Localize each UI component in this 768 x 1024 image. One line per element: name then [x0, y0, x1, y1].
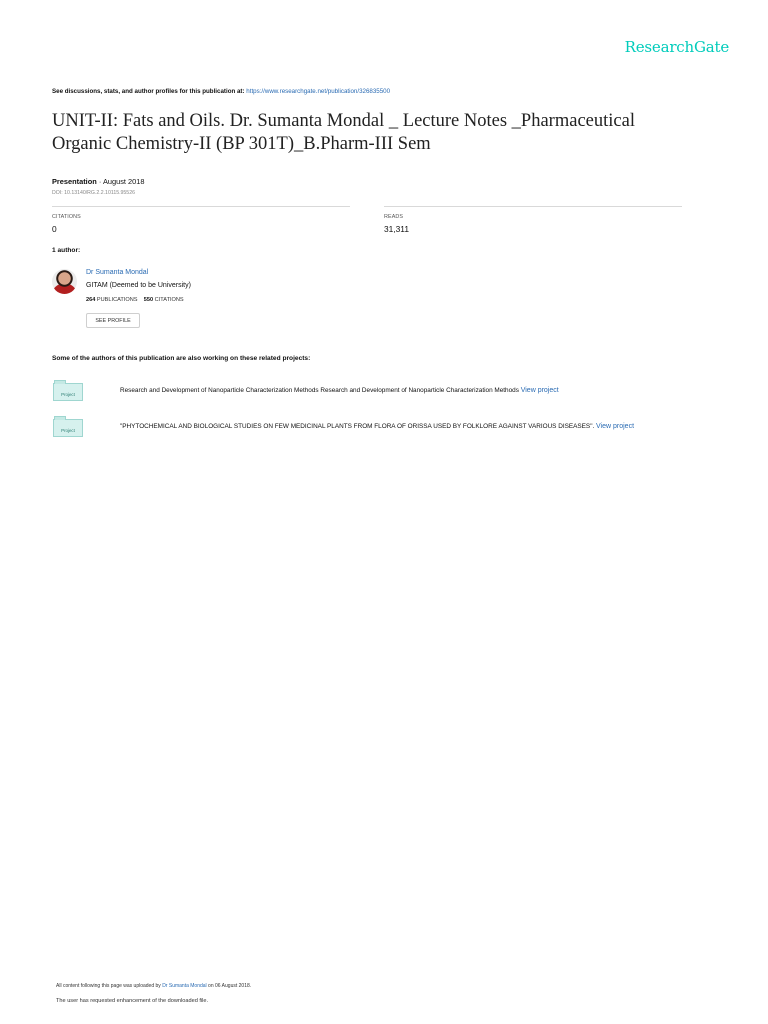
- project-title: Research and Development of Nanoparticle Characterization Methods Research and Development of Nanoparticle Characterization Methods: [120, 387, 519, 394]
- citations-value: 0: [52, 224, 57, 234]
- publication-url-link[interactable]: https://www.researchgate.net/publication/326835500: [246, 88, 391, 95]
- author-citations-label: CITATIONS: [154, 297, 184, 303]
- upload-note: [56, 983, 251, 989]
- project-title: "PHYTOCHEMICAL AND BIOLOGICAL STUDIES ON FEW MEDICINAL PLANTS FROM FLORA OF ORISSA USED BY FOLKLORE AGAINST VARIOUS DISEASES".: [120, 423, 595, 430]
- view-project-link[interactable]: View project: [520, 387, 559, 394]
- author-institution: GITAM (Deemed to be University): [86, 282, 191, 289]
- see-profile-button[interactable]: SEE PROFILE: [86, 313, 140, 328]
- project-item: [120, 423, 634, 430]
- publication-date: · August 2018: [96, 177, 145, 186]
- reads-value: 31,311: [384, 224, 409, 234]
- publication-type: [52, 177, 144, 186]
- reads-divider: [384, 206, 682, 207]
- author-publications-label: PUBLICATIONS: [96, 297, 138, 303]
- author-avatar[interactable]: [52, 269, 77, 294]
- project-icon-label: Project: [61, 428, 75, 433]
- project-icon-label: Project: [61, 392, 75, 397]
- project-icon[interactable]: [53, 419, 83, 437]
- enhancement-note: The user has requested enhancement of the downloaded file.: [56, 998, 209, 1004]
- publication-type-label: Presentation: [52, 177, 97, 186]
- citations-divider: [52, 206, 350, 207]
- author-name-link[interactable]: Dr Sumanta Mondal: [86, 269, 149, 276]
- researchgate-logo[interactable]: ResearchGate: [624, 38, 729, 56]
- upload-note-prefix: All content following this page was uploaded by: [56, 983, 161, 989]
- publication-title: [52, 110, 732, 156]
- author-citations-count: 550: [143, 297, 154, 303]
- project-icon[interactable]: [53, 383, 83, 401]
- author-publications-count: 264: [86, 297, 96, 303]
- discussion-prefix: See discussions, stats, and author profiles for this publication at:: [52, 88, 245, 95]
- title-line-2: Organic Chemistry-II (BP 301T)_B.Pharm-III Sem: [52, 134, 431, 154]
- citations-label: CITATIONS: [52, 214, 81, 220]
- view-project-link[interactable]: View project: [596, 423, 635, 430]
- project-item: [120, 387, 559, 394]
- doi: DOI: 10.13140/RG.2.2.10115.95526: [52, 190, 135, 196]
- title-line-1: UNIT-II: Fats and Oils. Dr. Sumanta Mondal _ Lecture Notes _Pharmaceutical: [52, 111, 635, 131]
- uploader-link[interactable]: Dr Sumanta Mondal: [162, 983, 207, 989]
- reads-label: READS: [384, 214, 404, 220]
- related-projects-heading: Some of the authors of this publication are also working on these related projects:: [52, 355, 311, 362]
- upload-note-suffix: on 06 August 2018.: [208, 983, 252, 989]
- author-stats: [86, 297, 184, 303]
- authors-count: 1 author:: [52, 247, 81, 254]
- discussion-note: [52, 88, 390, 95]
